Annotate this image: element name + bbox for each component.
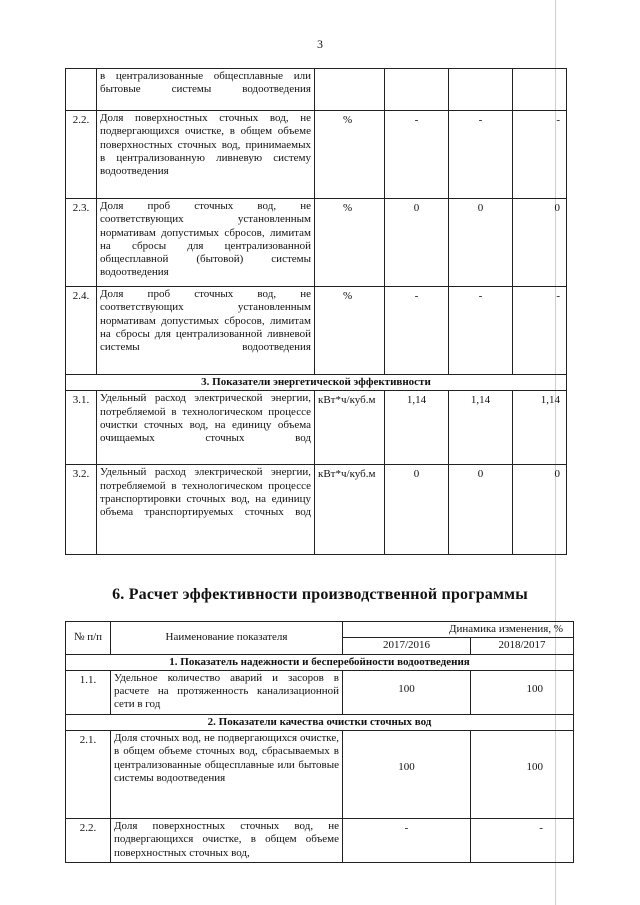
row-number: 3.1. (66, 391, 97, 465)
row-unit: % (315, 199, 385, 287)
row-value-3: - (513, 287, 567, 375)
column-header-year-2: 2018/2017 (471, 638, 574, 654)
row-name: Удельный расход электрической энергии, потребляемой в технологическом процессе очистки сточных вод, на единицу объема очищаемых сточных вод (97, 391, 315, 465)
row-value-3 (513, 69, 567, 111)
row-value-2: 0 (449, 465, 513, 555)
row-name: в централизованные общесплавные или бытовые системы водоотведения (97, 69, 315, 111)
row-number (66, 69, 97, 111)
row-number: 2.4. (66, 287, 97, 375)
row-value-3: 0 (513, 465, 567, 555)
section-row (66, 714, 574, 730)
row-value-1: 100 (343, 670, 471, 714)
table-row (66, 391, 567, 465)
table-row (66, 111, 567, 199)
table-row (66, 69, 567, 111)
row-name: Доля поверхностных сточных вод, не подвергающихся очистке, в общем объеме поверхностных сточных вод, принимаемых в централизованную ливневую систему водоотведения (97, 111, 315, 199)
row-name: Доля поверхностных сточных вод, не подвергающихся очистке, в общем объеме поверхностных сточных вод, (111, 819, 343, 863)
row-value-3: - (513, 111, 567, 199)
row-name: Доля проб сточных вод, не соответствующих установленным нормативам допустимых сбросов, лимитам на сбросы для централизованной общесплавной (бытовой) системы водоотведения (97, 199, 315, 287)
row-unit: % (315, 287, 385, 375)
row-value-1: - (343, 819, 471, 863)
row-value-2: - (449, 287, 513, 375)
row-number: 1.1. (66, 670, 111, 714)
row-value-2: 1,14 (449, 391, 513, 465)
row-value-2: - (471, 819, 574, 863)
section-row (66, 375, 567, 391)
row-name: Удельный расход электрической энергии, потребляемой в технологическом процессе транспортировки сточных вод, на единицу объема транспортируемых сточных вод (97, 465, 315, 555)
row-value-1: 1,14 (385, 391, 449, 465)
row-unit: кВт*ч/куб.м (315, 465, 385, 555)
row-name: Удельное количество аварий и засоров в расчете на протяженность канализационной сети в год (111, 670, 343, 714)
row-value-2: 0 (449, 199, 513, 287)
table-row (66, 731, 574, 819)
row-value-3: 1,14 (513, 391, 567, 465)
row-name: Доля проб сточных вод, не соответствующих установленным нормативам допустимых сбросов, лимитам на сбросы для централизованной ливневой системы водоотведения (97, 287, 315, 375)
row-value-1: - (385, 111, 449, 199)
section-title: 1. Показатель надежности и бесперебойности водоотведения (66, 654, 574, 670)
row-value-1: 100 (343, 731, 471, 819)
section-title: 3. Показатели энергетической эффективности (66, 375, 567, 391)
section-title: 2. Показатели качества очистки сточных вод (66, 714, 574, 730)
row-number: 2.1. (66, 731, 111, 819)
row-value-1: 0 (385, 199, 449, 287)
table-row (66, 199, 567, 287)
table-row (66, 465, 567, 555)
row-value-2: 100 (471, 670, 574, 714)
row-value-1 (385, 69, 449, 111)
section-row (66, 654, 574, 670)
indicators-table (65, 68, 567, 555)
row-unit (315, 69, 385, 111)
row-value-2: - (449, 111, 513, 199)
row-value-1: - (385, 287, 449, 375)
row-value-3: 0 (513, 199, 567, 287)
row-name: Доля сточных вод, не подвергающихся очистке, в общем объеме сточных вод, сбрасываемых в централизованные общесплавные или бытовые системы водоотведения (111, 731, 343, 819)
row-number: 3.2. (66, 465, 97, 555)
row-value-1: 0 (385, 465, 449, 555)
efficiency-table (65, 621, 574, 863)
table-row (66, 670, 574, 714)
column-header-name: Наименование показателя (111, 622, 343, 655)
header-row (66, 622, 574, 638)
section-6-heading: 6. Расчет эффективности производственной программы (112, 586, 528, 603)
column-header-number: № п/п (66, 622, 111, 655)
row-number: 2.2. (66, 819, 111, 863)
column-header-year-1: 2017/2016 (343, 638, 471, 654)
row-value-2 (449, 69, 513, 111)
table-row (66, 287, 567, 375)
row-value-2: 100 (471, 731, 574, 819)
page-number: 3 (317, 37, 323, 51)
row-number: 2.2. (66, 111, 97, 199)
row-unit: кВт*ч/куб.м (315, 391, 385, 465)
row-unit: % (315, 111, 385, 199)
column-header-dynamics: Динамика изменения, % (343, 622, 574, 638)
row-number: 2.3. (66, 199, 97, 287)
table-row (66, 819, 574, 863)
